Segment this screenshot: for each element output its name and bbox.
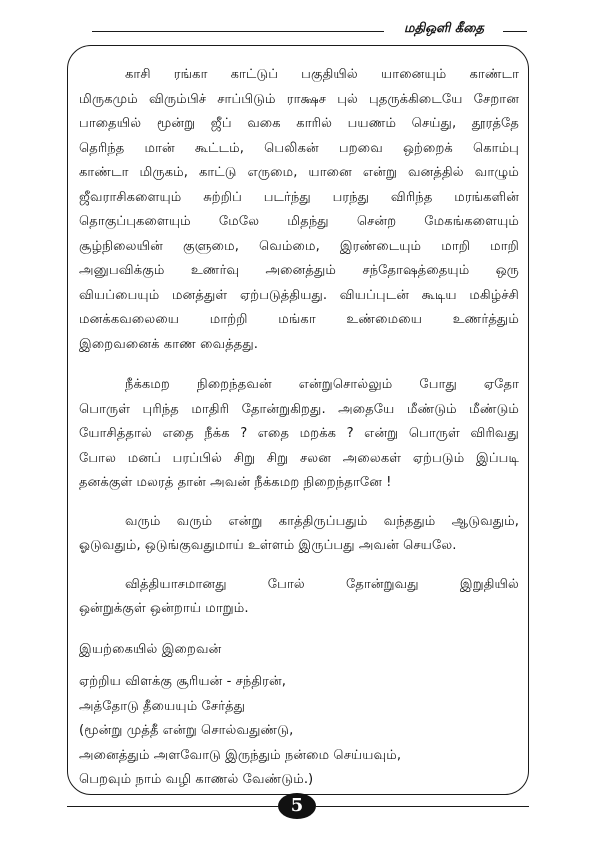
paragraph-line: வரும் வரும் என்று காத்திருப்பதும் வந்ததும் ஆடுவதும்,	[125, 513, 519, 529]
running-title: மதிஒளி கீதை	[404, 21, 484, 36]
verse-heading: இயற்கையில் இறைவன்	[79, 641, 222, 657]
paragraph-line: இறைவனைக் காண வைத்தது.	[79, 336, 259, 352]
paragraph-waiting	[79, 510, 519, 559]
footer-rule-right	[316, 806, 529, 807]
paragraph-line: ஜீவராசிகளையும் சுற்றிப் படர்ந்து பரந்து விரிந்த மரங்களின்	[79, 189, 519, 205]
paragraph-difference	[79, 573, 519, 622]
paragraph-line: காசி ரங்கா காட்டுப் பகுதியில் யானையும் காண்டா	[125, 67, 519, 82]
paragraph-line: பாதையில் மூன்று ஜீப் வகை காரில் பயணம் செய்து, தூரத்தே	[79, 116, 519, 131]
paragraph-line: ஓடுவதும், ஒடுங்குவதுமாய் உள்ளம் இருப்பது அவன் செயலே.	[79, 538, 457, 553]
paragraph-line: வியப்பையும் மனத்துள் ஏற்படுத்தியது. வியப்புடன் கூடிய மகிழ்ச்சி	[79, 287, 519, 303]
verse-line: பெறவும் நாம் வழி காணல் வேண்டும்.)	[79, 772, 314, 787]
header-rule-left	[92, 31, 384, 32]
paragraph-line: மிருகமும் விரும்பிச் சாப்பிடும் ராக்ஷச புல் புதருக்கிடையே சேறான	[79, 91, 519, 107]
paragraph-line: பொருள் புரிந்த மாதிரி தோன்றுகிறது. அதையே மீண்டும் மீண்டும்	[79, 401, 519, 417]
paragraph-line: யோசித்தால் எதை நீக்க ? எதை மறக்க ? என்று பொருள் விரிவது	[79, 426, 519, 441]
paragraph-line: தெரிந்த மான் கூட்டம், பெலிகன் பறவை ஒற்றைக் கொம்பு	[79, 140, 519, 156]
paragraph-kaziranga	[79, 63, 519, 357]
paragraph-omnipresent	[79, 373, 519, 496]
paragraph-line: சூழ்நிலையின் குளுமை, வெம்மை, இரண்டையும் மாறி மாறி	[79, 238, 519, 254]
paragraph-line: ஒன்றுக்குள் ஒன்றாய் மாறும்.	[79, 601, 249, 616]
verse-line: (மூன்று முத்தீ என்று சொல்வதுண்டு,	[79, 723, 294, 738]
paragraph-line: அனுபவிக்கும் உணர்வு அனைத்தும் சந்தோஷத்தையும் ஒரு	[79, 263, 519, 278]
paragraph-line: நீக்கமற நிறைந்தவன் என்றுசொல்லும் போது ஏதோ	[125, 377, 519, 392]
verse-line: அனைத்தும் அளவோடு இருந்தும் நன்மை செய்யவும்,	[79, 747, 402, 763]
page-number-badge: 5	[278, 793, 316, 819]
paragraph-line: வித்தியாசமானது போல் தோன்றுவது இறுதியில்	[125, 576, 519, 592]
verse-line: அத்தோடு தீயையும் சேர்த்து	[79, 698, 246, 714]
paragraph-line: காண்டா மிருகம், காட்டு எருமை, யானை என்று வனத்தில் வாழும்	[79, 165, 519, 180]
footer-rule-left	[67, 806, 278, 807]
header-rule-right	[503, 31, 527, 32]
page-body	[79, 63, 519, 793]
paragraph-line: தொகுப்புகளையும் மேலே மிதந்து சென்ற மேகங்களையும்	[79, 214, 519, 229]
paragraph-line: மனக்கவலையை மாற்றி மங்கா உண்மையை உணர்த்தும்	[79, 312, 519, 327]
verse-block	[79, 670, 519, 793]
paragraph-line: போல மனப் பரப்பில் சிறு சிறு சலன அலைகள் ஏற்படும் இப்படி	[79, 450, 519, 466]
verse-line: ஏற்றிய விளக்கு சூரியன் - சந்திரன்,	[79, 674, 286, 689]
paragraph-line: தனக்குள் மலரத் தான் அவன் நீக்கமற நிறைந்தானே !	[79, 475, 392, 490]
